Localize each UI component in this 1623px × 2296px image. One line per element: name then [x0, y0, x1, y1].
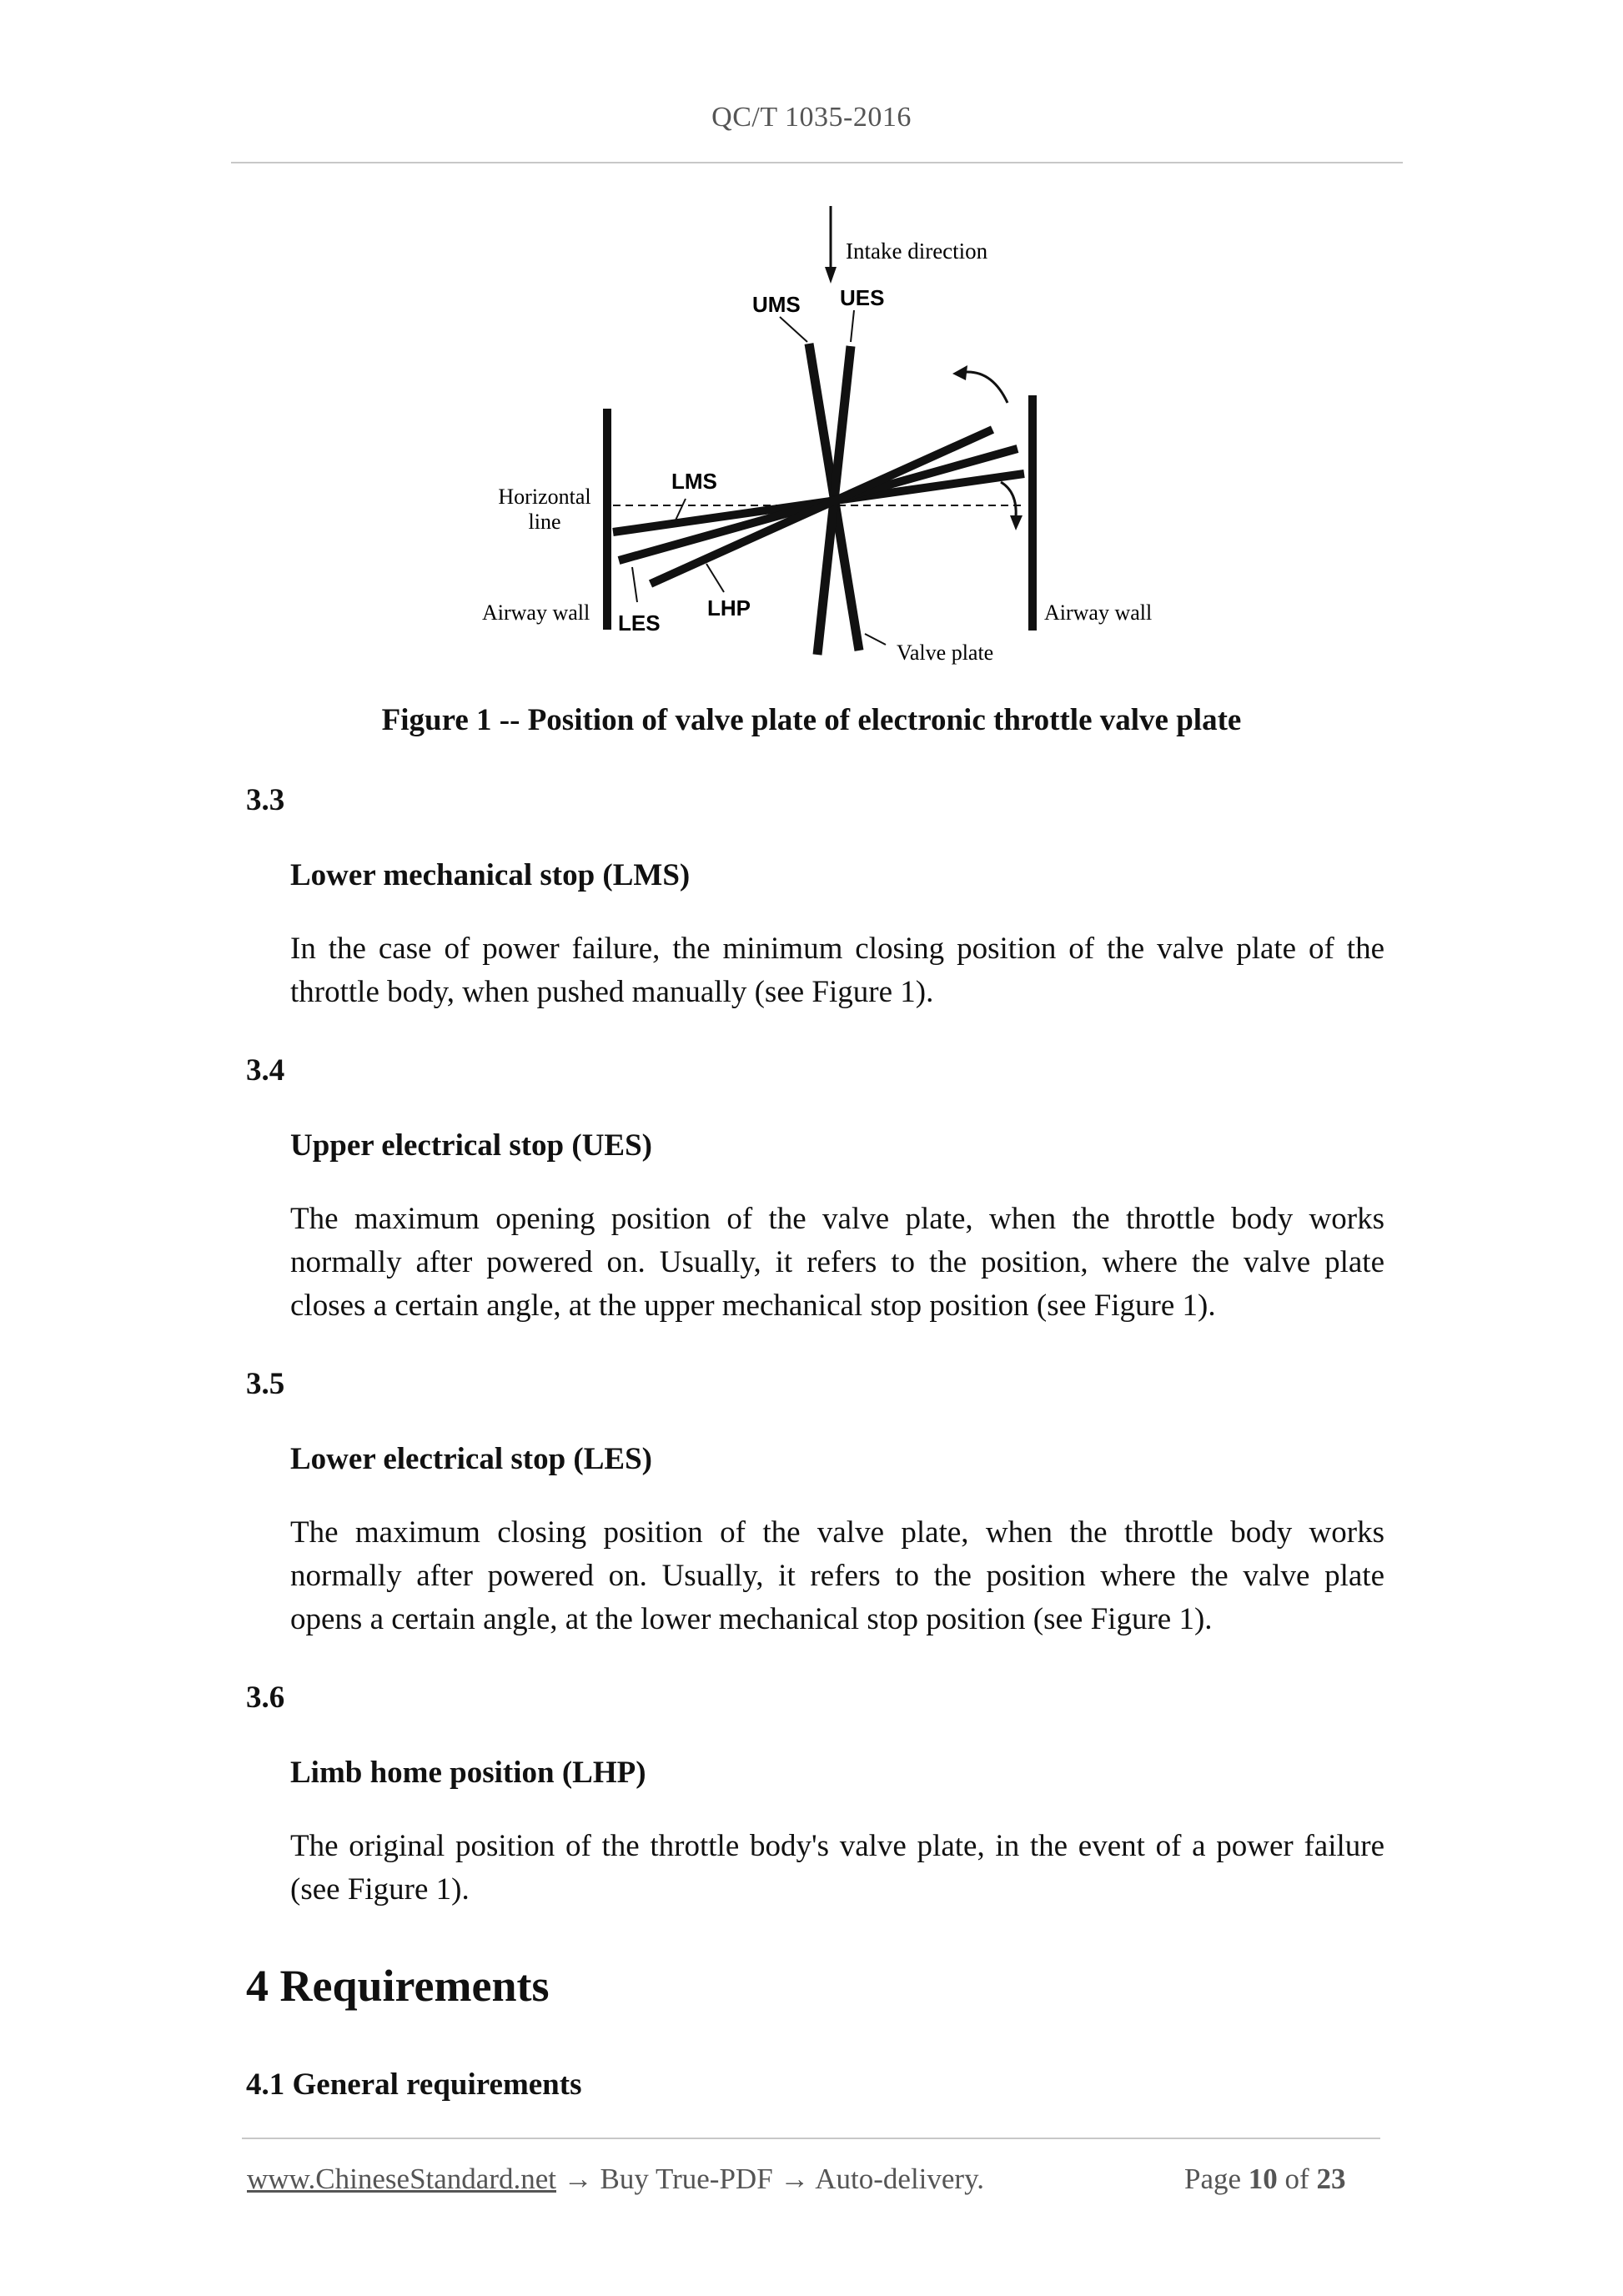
airway-wall-right-bar — [1028, 395, 1037, 631]
auto-delivery-text: Auto-delivery. — [815, 2163, 985, 2195]
definition-line: In the case of power failure, the minimum closing position of the valve plate of the — [290, 932, 1384, 966]
term-ues: Upper electrical stop (UES) — [290, 1128, 652, 1163]
rotation-arrow-top-head — [952, 365, 967, 380]
lhp-label: LHP — [707, 595, 751, 620]
arrow-icon: → — [780, 2163, 810, 2195]
ums-leader — [780, 317, 807, 342]
definition-ues — [290, 1198, 1384, 1328]
definition-line: The maximum opening position of the valve plate, when the throttle body works — [290, 1202, 1384, 1236]
total-pages-number: 23 — [1316, 2163, 1346, 2195]
intake-direction-label: Intake direction — [846, 239, 988, 264]
definition-lms — [290, 927, 1384, 1014]
figure-caption: Figure 1 -- Position of valve plate of electronic throttle valve plate — [381, 703, 1242, 737]
definition-line: The maximum closing position of the valve plate, when the throttle body works — [290, 1515, 1384, 1550]
section-number-3-3: 3.3 — [246, 783, 285, 817]
term-les: Lower electrical stop (LES) — [290, 1442, 652, 1476]
definition-les — [290, 1511, 1384, 1641]
website-link[interactable]: www.ChineseStandard.net — [247, 2163, 556, 2195]
definition-line: opens a certain angle, at the lower mechanical stop position (see Figure 1). — [290, 1602, 1213, 1636]
valve-plate-leader — [865, 634, 886, 645]
of-word: of — [1284, 2163, 1309, 2195]
term-lms: Lower mechanical stop (LMS) — [290, 858, 691, 892]
arrow-icon: → — [563, 2163, 593, 2195]
heading-requirements: 4 Requirements — [246, 1961, 550, 2011]
section-number-3-4: 3.4 — [246, 1053, 285, 1088]
definition-line: normally after powered on. Usually, it refers to the position, where the valve plate — [290, 1245, 1384, 1279]
section-number-3-6: 3.6 — [246, 1681, 285, 1715]
page-indicator — [1184, 2163, 1345, 2196]
ues-leader — [851, 310, 854, 342]
definition-line: closes a certain angle, at the upper mechanical stop position (see Figure 1). — [290, 1289, 1216, 1323]
footer-divider — [242, 2138, 1380, 2139]
lhp-plate-line — [651, 430, 992, 584]
rotation-arrow-right — [1001, 482, 1016, 517]
definition-line: (see Figure 1). — [290, 1872, 470, 1907]
airway-wall-right-label: Airway wall — [1044, 600, 1153, 625]
horizontal-line-label-1: Horizontal — [498, 485, 591, 509]
definition-line: throttle body, when pushed manually (see Figure 1). — [290, 975, 934, 1009]
ums-label: UMS — [752, 292, 801, 317]
definition-line: normally after powered on. Usually, it refers to the position where the valve plate — [290, 1559, 1384, 1593]
lms-label: LMS — [671, 469, 717, 494]
buy-true-pdf-text: Buy True-PDF — [600, 2163, 773, 2195]
heading-general-requirements: 4.1 General requirements — [246, 2067, 582, 2102]
airway-wall-left-bar — [603, 409, 611, 630]
rotation-arrow-right-head — [1010, 515, 1023, 530]
footer-left — [247, 2163, 984, 2196]
intake-arrow-head — [825, 267, 837, 284]
throttle-valve-figure — [467, 200, 1184, 676]
header-divider — [231, 162, 1403, 163]
lhp-leader — [706, 564, 724, 592]
ues-label: UES — [840, 285, 885, 310]
les-label: LES — [618, 610, 661, 636]
page-word: Page — [1184, 2163, 1242, 2195]
document-code-header: QC/T 1035-2016 — [711, 102, 912, 133]
les-leader — [632, 567, 637, 602]
horizontal-line-label-2: line — [528, 510, 561, 534]
definition-line: The original position of the throttle body's valve plate, in the event of a power failure — [290, 1829, 1384, 1863]
rotation-arrow-top — [959, 372, 1007, 403]
section-number-3-5: 3.5 — [246, 1367, 285, 1401]
airway-wall-left-label: Airway wall — [482, 600, 590, 625]
term-lhp: Limb home position (LHP) — [290, 1756, 646, 1790]
current-page-number: 10 — [1248, 2163, 1278, 2195]
definition-lhp — [290, 1825, 1384, 1912]
valve-plate-label: Valve plate — [897, 641, 994, 665]
